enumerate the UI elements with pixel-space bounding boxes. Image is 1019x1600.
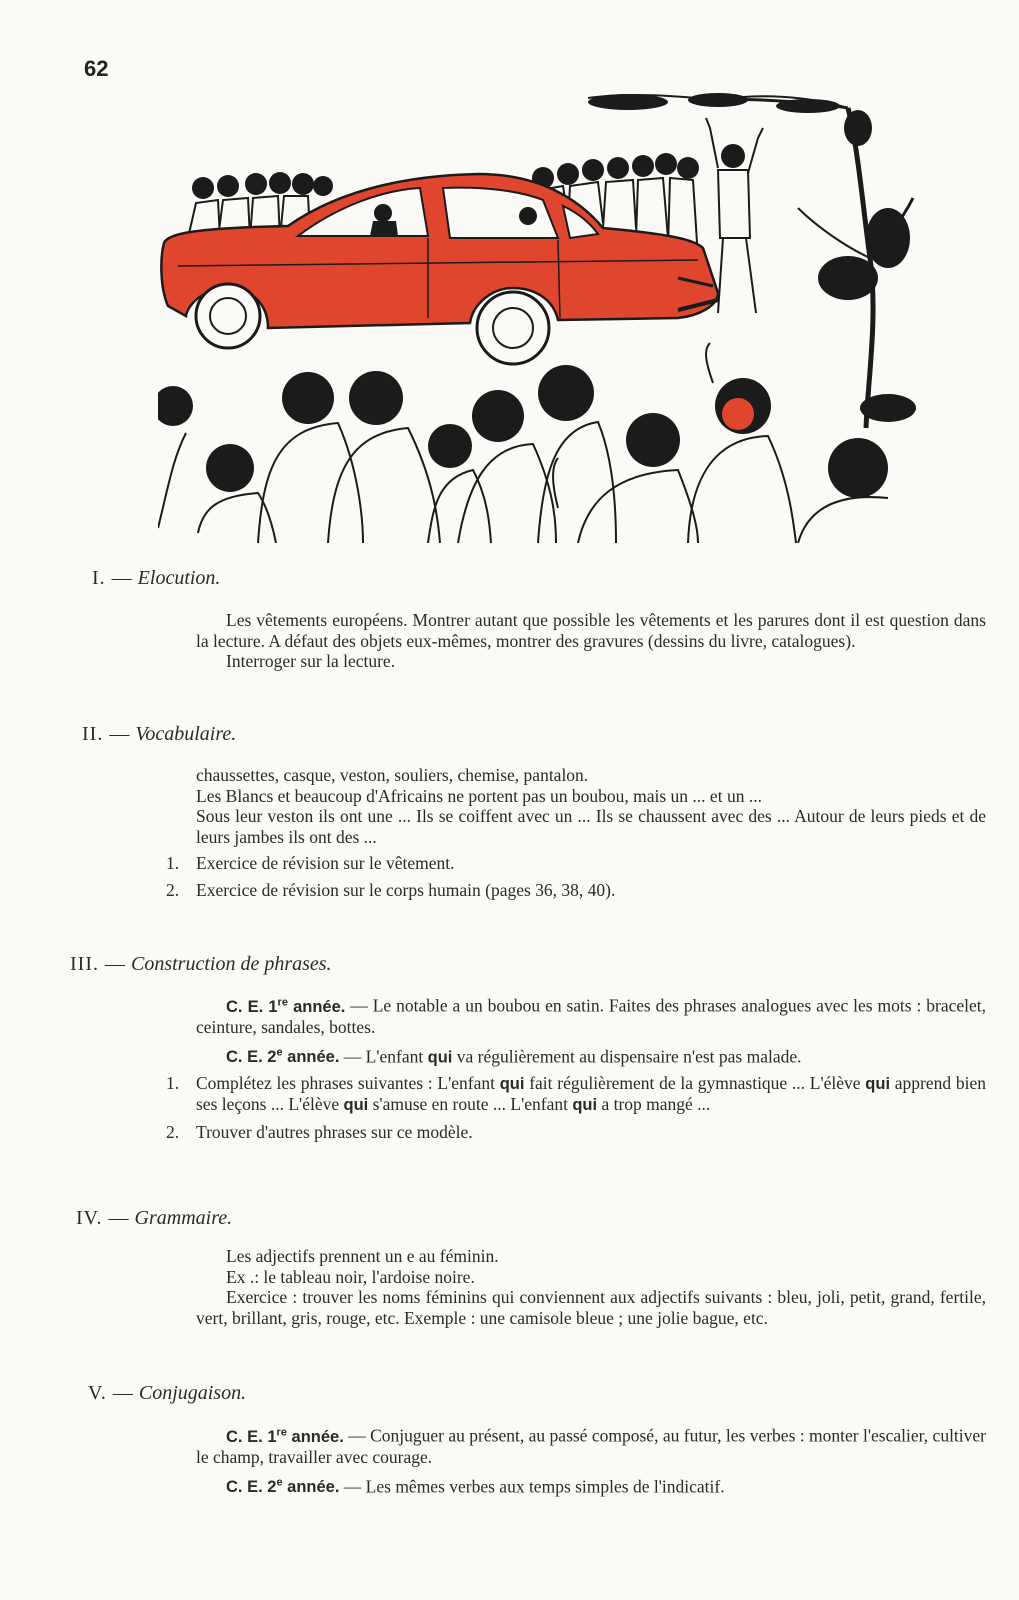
list-text: Exercice de révision sur le corps humain (pages 36, 38, 40).: [196, 879, 616, 900]
paragraph: Les vêtements européens. Montrer autant que possible les vêtements et les parures dont il est question dans la lecture. A défaut des objets eux-mêmes, montrer des gravures (dessins du livre, catalogues).: [196, 610, 986, 651]
list-item: [166, 853, 986, 874]
keyword-qui: qui: [499, 1074, 525, 1093]
section-title: Construction de phrases.: [130, 953, 332, 975]
ce1-paragraph: C. E. 1re année. — Le notable a un boubou en satin. Faites des phrases analogues avec les mots : bracelet, ceinture, sandales, bottes.: [196, 995, 987, 1037]
level-label: C. E. 2e année.: [226, 1046, 340, 1066]
section-number: I. —: [92, 567, 133, 589]
section-title: Vocabulaire.: [135, 723, 237, 745]
list-number: 2.: [166, 879, 180, 900]
section-heading-grammaire: [76, 1207, 232, 1230]
keyword-qui: qui: [572, 1096, 598, 1114]
list-item: [166, 879, 986, 901]
section-body-vocabulaire: [166, 765, 986, 900]
section-heading-conjugaison: [88, 1382, 246, 1405]
paragraph: Interroger sur la lecture.: [226, 651, 396, 671]
keyword-qui: qui: [865, 1074, 891, 1093]
keyword-qui: qui: [427, 1048, 453, 1066]
section-body-grammaire: [196, 1246, 986, 1328]
level-label: C. E. 1re année.: [226, 996, 346, 1016]
section-number: IV. —: [76, 1207, 130, 1229]
paragraph: Exercice : trouver les noms féminins qui conviennent aux adjectifs suivants : bleu, joli, petit, grand, fertile, vert, brillant, gris, rouge, etc. Exemple : une camisole bleue ; une jolie bague, etc.: [196, 1287, 986, 1328]
list-number: 1.: [166, 1072, 180, 1093]
section-body-construction: [166, 992, 987, 1142]
paragraph: Ex .: le tableau noir, l'ardoise noire.: [226, 1266, 475, 1287]
paragraph: Les adjectifs prennent un e au féminin.: [226, 1246, 499, 1266]
level-label: C. E. 2e année.: [226, 1476, 340, 1496]
keyword-qui: qui: [343, 1096, 369, 1114]
section-number: V. —: [88, 1382, 134, 1404]
section-heading-vocabulaire: [82, 723, 236, 746]
section-heading-construction: [70, 953, 332, 976]
list-number: 1.: [166, 853, 180, 873]
ce2-paragraph: C. E. 2e année. — Les mêmes verbes aux temps simples de l'indicatif.: [226, 1476, 725, 1496]
ce1-paragraph: C. E. 1re année. — Conjuguer au présent, au passé composé, au futur, les verbes : monter l'escalier, cultiver le champ, travailler avec courage.: [196, 1425, 986, 1467]
paragraph: Sous leur veston ils ont une ... Ils se coiffent avec un ... Ils se chaussent avec des ... Autour de leurs pieds et de leurs jambes ils ont des ...: [196, 806, 986, 847]
level-label: C. E. 1re année.: [226, 1426, 344, 1446]
paragraph: chaussettes, casque, veston, souliers, chemise, pantalon.: [196, 765, 589, 785]
list-item: [166, 1072, 986, 1116]
section-body-elocution: [196, 610, 986, 672]
car-crowd-illustration: [158, 88, 918, 543]
paragraph: Les Blancs et beaucoup d'Africains ne portent pas un boubou, mais un ... et un ...: [196, 785, 762, 806]
list-number: 2.: [166, 1121, 180, 1142]
list-text: Exercice de révision sur le vêtement.: [196, 853, 455, 873]
section-body-conjugaison: [196, 1422, 986, 1498]
section-title: Conjugaison.: [138, 1382, 247, 1404]
section-title: Elocution.: [137, 567, 221, 589]
section-heading-elocution: [92, 567, 220, 590]
section-number: III. —: [70, 953, 126, 975]
page-number: 62: [84, 56, 109, 81]
section-number: II. —: [82, 723, 131, 745]
list-text: Complétez les phrases suivantes : L'enfant qui fait régulièrement de la gymnastique ... L'élève qui apprend bien ses leçons ... L'élève qui s'amuse en route ... L'enfant qui a trop mangé ...: [196, 1072, 986, 1114]
list-item: [166, 1121, 986, 1143]
ce2-paragraph: C. E. 2e année. — L'enfant qui va régulièrement au dispensaire n'est pas malade.: [226, 1046, 802, 1066]
list-text: Trouver d'autres phrases sur ce modèle.: [196, 1121, 473, 1142]
section-title: Grammaire.: [134, 1207, 233, 1229]
